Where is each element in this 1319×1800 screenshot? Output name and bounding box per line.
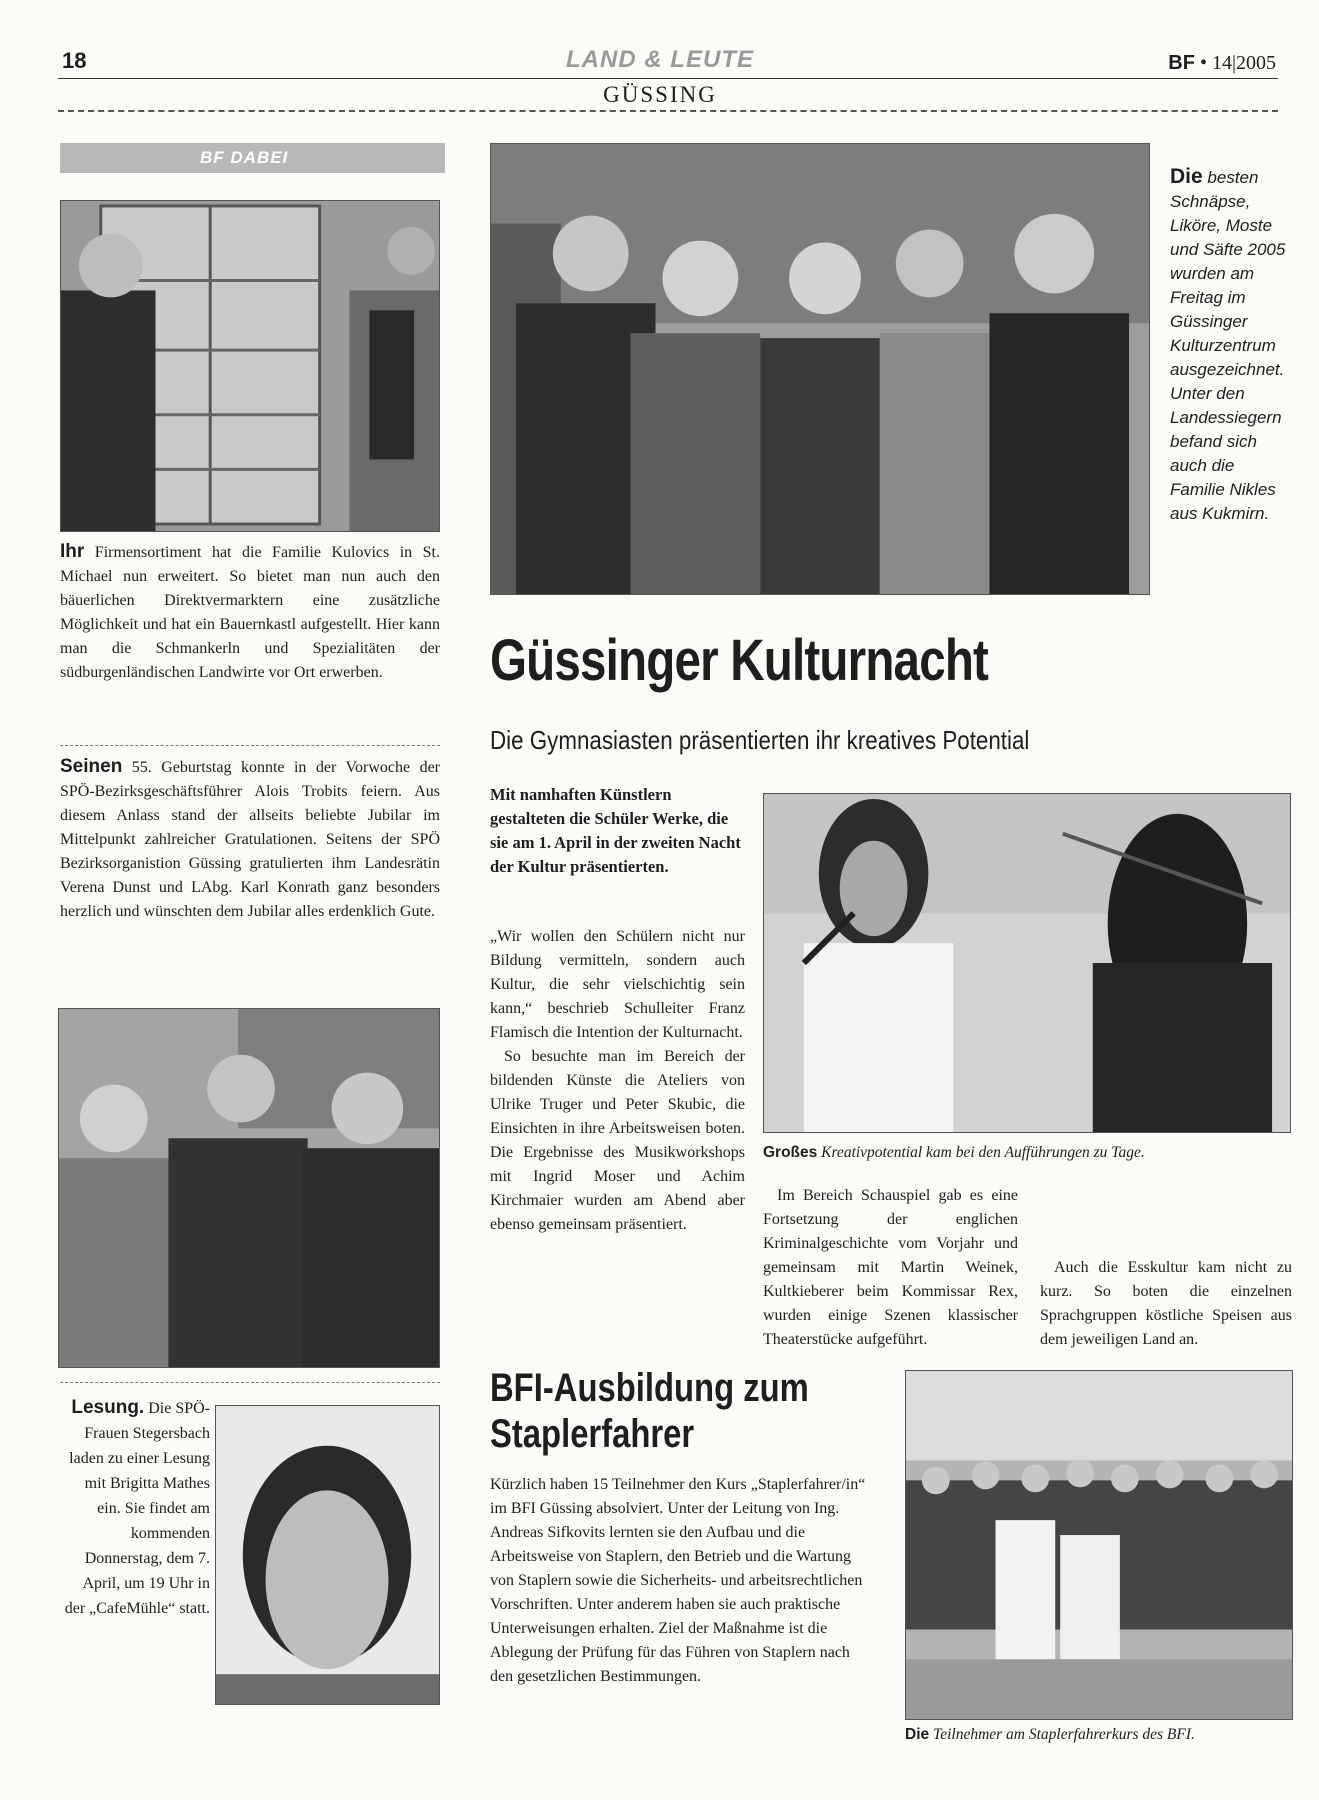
bfi-photo-caption bbox=[905, 1725, 1295, 1745]
top-photo-caption bbox=[1170, 165, 1290, 526]
sidebar-item-1 bbox=[60, 540, 440, 685]
top-photo-caption-lead: Die bbox=[1170, 165, 1203, 188]
photo-bfi-group bbox=[905, 1370, 1293, 1720]
issue-number: 14|2005 bbox=[1211, 52, 1276, 74]
article-column-1-para-1: „Wir wollen den Schülern nicht nur Bildung vermitteln, sondern auch Kultur, die sehr vielschichtig sein kann,“ beschrieb Schulleiter Franz Flamisch die Intention der Kulturnacht. bbox=[490, 928, 745, 1041]
photo-birthday bbox=[58, 1008, 440, 1368]
performance-photo-caption-lead: Großes bbox=[763, 1144, 818, 1161]
sidebar-item-3-lead: Lesung. bbox=[71, 1397, 145, 1418]
region-title: GÜSSING bbox=[603, 82, 717, 107]
performance-photo-caption bbox=[763, 1143, 1293, 1163]
issue-info bbox=[1168, 52, 1276, 75]
article-column-1-para-2: So besuchte man im Bereich der bildenden Künste die Ateliers von Ulrike Truger und Peter Skubic, die Einsichten in ihre Arbeitsweisen boten. Die Ergebnisse des Musikworkshops mit Ingrid Moser und Achim Kirchmaier wurden am Abend aber ebenso gemeinsam präsentiert. bbox=[490, 1048, 745, 1233]
bfi-headline-line-1: BFI-Ausbildung zum bbox=[490, 1366, 809, 1410]
header-dashed-rule bbox=[58, 110, 1278, 112]
article-headline: Güssinger Kulturnacht bbox=[490, 628, 989, 693]
article-column-3: Auch die Esskultur kam nicht zu kurz. So boten die einzelnen Sprachgruppen köstliche Speisen aus dem jeweiligen Land an. bbox=[1040, 1259, 1292, 1348]
sidebar-item-3-text: Die SPÖ-Frauen Stegersbach laden zu einer Lesung mit Brigitta Mathes ein. Sie findet am kommenden Donnerstag, dem 7. April, um 19 Uhr in der „CafeMühle“ statt. bbox=[64, 1400, 210, 1617]
top-photo-caption-text: besten Schnäpse, Liköre, Moste und Säfte 2005 wurden am Freitag im Güssinger Kulturzentrum ausgezeichnet. Unter den Landessiegern befand sich auch die Familie Nikles aus Kukmirn. bbox=[1170, 168, 1286, 523]
article-column-2: Im Bereich Schauspiel gab es eine Fortsetzung der englichen Kriminalgeschichte vom Vorjahr und gemeinsam mit Martin Weinek, Kultkieberer beim Kommissar Rex, wurden einige Szenen klassischer Theaterstücke aufgeführt. bbox=[763, 1187, 1018, 1348]
bfi-article-text: Kürzlich haben 15 Teilnehmer den Kurs „Staplerfahrer/in“ im BFI Güssing absolviert. Unter der Leitung von Ing. Andreas Sifkovits lernten sie den Aufbau und die Arbeitsweise von Staplern, den Betrieb und die Wartung von Staplern sowie die Sicherheits- und arbeitsrechtlichen Vorschriften. Unter anderem haben sie auch praktische Unterweisungen erhalten. Ziel der Maßnahme ist die Ablegung der Prüfung für das Führen von Staplern nach den gesetzlichen Bestimmungen. bbox=[490, 1476, 866, 1685]
sidebar-item-1-lead: Ihr bbox=[60, 541, 85, 562]
section-title: LAND & LEUTE bbox=[566, 46, 754, 73]
article-column-1 bbox=[490, 925, 745, 1237]
bfi-photo-caption-text: Teilnehmer am Staplerfahrerkurs des BFI. bbox=[933, 1726, 1195, 1743]
photo-shop-shelf bbox=[60, 200, 440, 532]
bfi-headline bbox=[490, 1365, 809, 1457]
sidebar-item-2 bbox=[60, 755, 440, 924]
sidebar-item-1-text: Firmensortiment hat die Familie Kulovics in St. Michael nun erweitert. So bietet man nun auch den bäuerlichen Direktvermarktern eine zusätzliche Möglichkeit und hat ein Bauernkastl aufgestellt. Hier kann man die Schmankerln und Spezialitäten der südburgenländischen Landwirte vor Ort erwerben. bbox=[60, 544, 441, 681]
photo-performance bbox=[763, 793, 1291, 1133]
publication-name: BF bbox=[1168, 52, 1195, 74]
sidebar-item-2-lead: Seinen bbox=[60, 756, 123, 777]
article-subheadline: Die Gymnasiasten präsentierten ihr kreatives Potential bbox=[490, 725, 1030, 755]
sidebar-label: BF DABEI bbox=[60, 143, 445, 173]
separator: • bbox=[1199, 52, 1207, 74]
page-number: 18 bbox=[62, 48, 87, 73]
bfi-headline-line-2: Staplerfahrer bbox=[490, 1412, 695, 1456]
article-intro: Mit namhaften Künstlern gestalteten die Schüler Werke, die sie am 1. April in der zweiten Nacht der Kultur präsentierten. bbox=[490, 785, 741, 876]
sidebar-divider-2 bbox=[60, 1382, 440, 1383]
photo-awards bbox=[490, 143, 1150, 595]
sidebar-item-2-text: 55. Geburtstag konnte in der Vorwoche der SPÖ-Bezirksgeschäftsführer Alois Trobits feiern. Aus diesem Anlass stand der allseits beliebte Jubilar im Mittelpunkt zahlreicher Gratulationen. Seitens der SPÖ Bezirksorganistion Güssing gratulierten ihm Landesrätin Verena Dunst und LAbg. Karl Konrath ganz besonders herzlich und wünschten dem Jubilar alles erdenklich Gute. bbox=[60, 759, 441, 920]
bfi-photo-caption-lead: Die bbox=[905, 1726, 930, 1743]
photo-portrait bbox=[215, 1405, 440, 1705]
sidebar-divider-1 bbox=[60, 745, 440, 746]
sidebar-item-3 bbox=[60, 1395, 210, 1621]
header-rule bbox=[58, 78, 1278, 79]
performance-photo-caption-text: Kreativpotential kam bei den Aufführungen zu Tage. bbox=[821, 1144, 1145, 1161]
